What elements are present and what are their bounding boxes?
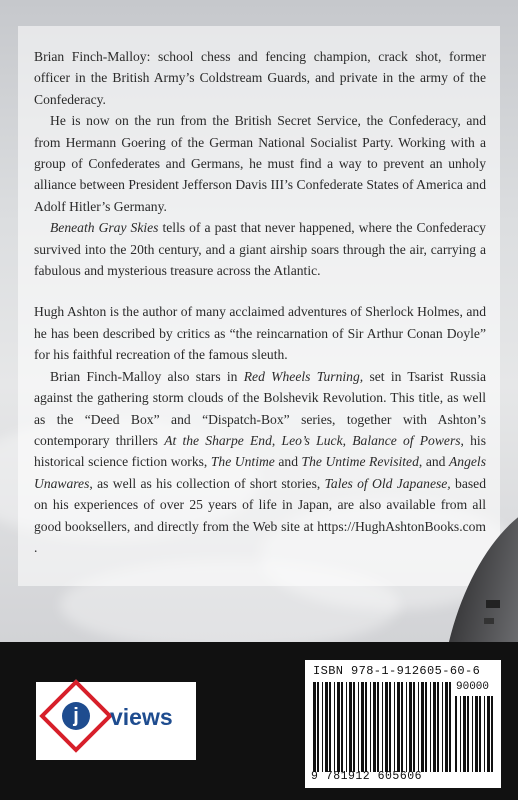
author-text: , as well as his collection of short stories, (89, 475, 325, 491)
barcode-bar (445, 682, 448, 772)
barcode-bar (353, 682, 355, 772)
logo-word: views (110, 704, 173, 730)
barcode-bar (433, 682, 436, 772)
blurb-text: tells of a past that never happened, where the Confederacy survived into the 20th century, and a giant airship soars through the air, carrying a fabulous and mysterious treasure across the Atlantic. (34, 220, 486, 279)
barcode-bar (370, 682, 371, 772)
logo-letter: j (62, 702, 90, 730)
barcode-bar (349, 682, 352, 772)
author-text: and (274, 454, 302, 470)
book-title: Balance of Powers (352, 432, 461, 448)
book-title: Angels Unawares (34, 454, 486, 491)
author-text: based on his experiences of over 25 years of life in Japan, are also available from all good booksellers, and directly from the Web site at https://HughAshtonBooks.com . (34, 475, 486, 555)
barcode-bar (337, 682, 340, 772)
barcode-bar (322, 682, 323, 772)
barcode-bar (484, 696, 485, 772)
barcode-bar (397, 682, 400, 772)
addon-number: 90000 (456, 681, 490, 693)
barcode-bar (406, 682, 407, 772)
barcode-bar (334, 682, 335, 772)
barcode-bar (373, 682, 376, 772)
barcode-bar (421, 682, 424, 772)
barcode-bar (317, 682, 319, 772)
back-cover-text (34, 46, 486, 558)
author-text: , (271, 432, 282, 448)
barcode-bar (401, 682, 403, 772)
barcode-bar (467, 696, 469, 772)
barcode-bar (382, 682, 383, 772)
barcode-bar (479, 696, 481, 772)
barcode-bar (365, 682, 367, 772)
blurb-paragraph-2: He is now on the run from the British Secret Service, the Confederacy, and from Hermann Goering of the German National Socialist Party. Working with a group of Confederates and Germans, he must find a way to prevent an unholy alliance between President Jefferson Davis III’s Confederate States of America and Adolf Hitler’s Germany. (34, 113, 486, 214)
ean-digits: 9 781912 605606 (311, 770, 423, 783)
isbn-label: ISBN 978-1-912605-60-6 (313, 664, 481, 678)
author-text: , (342, 432, 353, 448)
book-title: The Untime (210, 454, 275, 470)
barcode-bar (455, 696, 457, 772)
book-title: At the Sharpe End (164, 432, 272, 448)
barcode-bar (437, 682, 439, 772)
barcode-bar (394, 682, 395, 772)
barcode-bar (442, 682, 443, 772)
author-text: , and (418, 454, 449, 470)
barcode-bar (361, 682, 364, 772)
barcode-bar (491, 696, 493, 772)
book-title: The Untime Revisited (301, 454, 419, 470)
barcode-bar (487, 696, 490, 772)
book-title: Beneath Gray Skies (50, 220, 159, 236)
book-title: Tales of Old Japanese, (324, 475, 451, 491)
author-text: Brian Finch-Malloy also stars in (50, 368, 244, 384)
isbn-barcode (305, 660, 501, 788)
barcode-bar (463, 696, 466, 772)
barcode-bar (430, 682, 431, 772)
barcode-bar (460, 696, 461, 772)
addon-barcode-bars (455, 696, 495, 772)
barcode-bar (377, 682, 379, 772)
book-title: Red Wheels Turning, (243, 368, 364, 384)
barcode-bar (385, 682, 388, 772)
barcode-bar (346, 682, 347, 772)
publisher-logo (36, 682, 196, 760)
barcode-bar (409, 682, 412, 772)
author-paragraph-2 (34, 366, 486, 559)
author-paragraph-1: Hugh Ashton is the author of many acclaimed adventures of Sherlock Holmes, and he has been described by critics as “the reincarnation of Sir Arthur Conan Doyle” for his faithful recreation of the famous sleuth. (34, 304, 486, 363)
book-title: Leo’s Luck (281, 432, 343, 448)
barcode-bar (341, 682, 343, 772)
barcode-bar (413, 682, 415, 772)
author-text: , his historical science fiction works, (34, 432, 486, 470)
blurb-paragraph-1: Brian Finch-Malloy: school chess and fencing champion, crack shot, former officer in the British Army’s Coldstream Guards, and private in the army of the Confederacy. (34, 49, 486, 107)
barcode-bar (449, 682, 451, 772)
ean-barcode-bars (313, 682, 451, 772)
barcode-bar (358, 682, 359, 772)
barcode-bar (325, 682, 328, 772)
barcode-bar (329, 682, 331, 772)
barcode-bar (313, 682, 316, 772)
barcode-bar (472, 696, 473, 772)
barcode-bar (425, 682, 427, 772)
barcode-bar (418, 682, 419, 772)
author-text: set in Tsarist Russia against the gathering storm clouds of the Bolshevik Revolution. This title, as well as the “Deed Box” and “Dispatch-Box” series, together with Ashton’s contemporary thrillers (34, 368, 487, 448)
barcode-bar (389, 682, 391, 772)
blurb-paragraph-3 (34, 217, 486, 281)
barcode-bar (475, 696, 478, 772)
